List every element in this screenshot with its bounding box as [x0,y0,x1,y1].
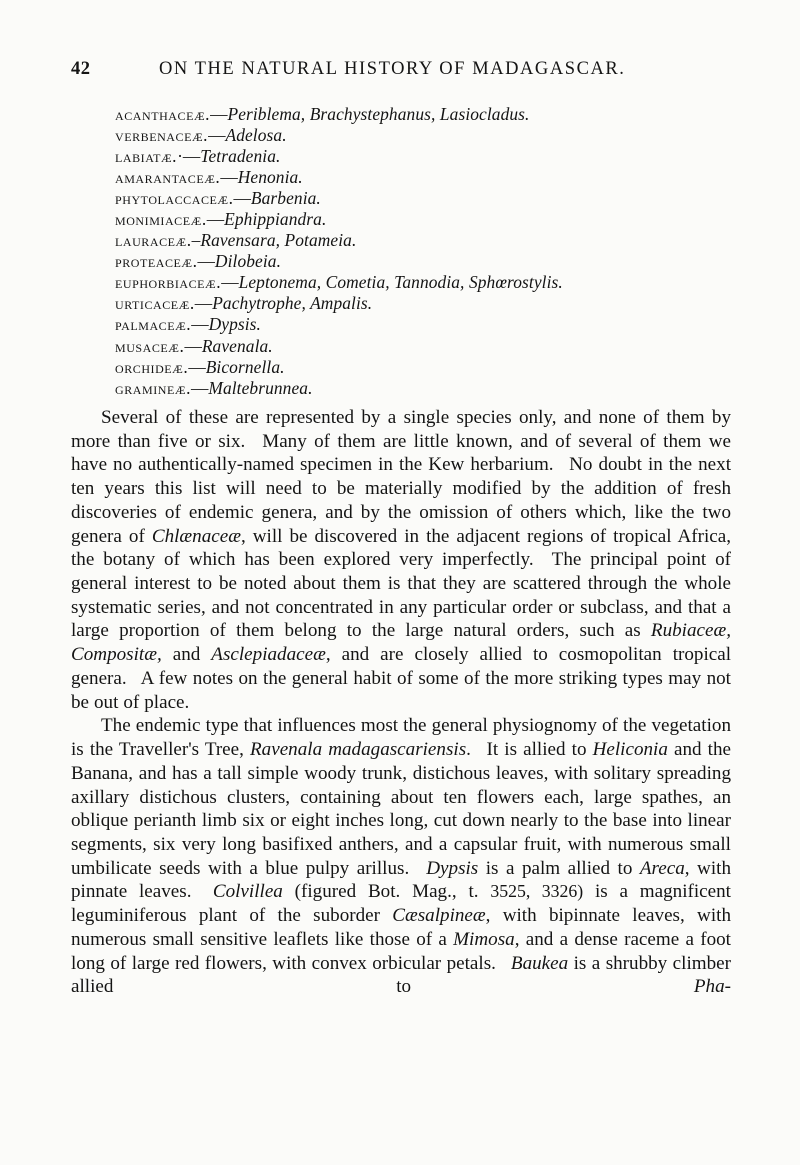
em-dash: ·— [177,146,201,167]
taxon-name: Mimosa [453,928,515,950]
genus-names: Bicornella. [205,356,285,377]
taxon-name: Asclepiadaceæ [211,644,326,666]
genus-names: Pachytrophe, Ampalis. [212,293,373,314]
family-name: amarantaceæ. [115,167,221,188]
em-dash: — [191,314,209,335]
taxon-name: Chlænaceæ [151,525,241,547]
family-entry [115,293,730,314]
endemic-family-list [115,104,730,399]
taxon-name: Baukea [510,952,569,974]
text-run: (figured Bot. Mag., t. [282,881,491,903]
taxon-name: Areca [639,857,685,879]
taxon-name: Colvillea [212,881,283,903]
family-entry [115,209,730,230]
family-entry [115,314,730,335]
taxon-name: Pha- [693,976,731,998]
family-entry [115,357,730,378]
page-number: 42 [71,59,91,79]
em-dash: – [191,230,201,251]
genus-names: Periblema, Brachystephanus, Lasiocladus. [227,104,530,124]
text-run: , with bipinnate leaves, with numerous small sensitive leaflets like those of a [71,905,731,950]
family-entry [115,125,730,146]
family-name: labiatæ. [115,146,178,167]
genus-names: Ravensara, Potameia. [200,230,357,251]
em-dash: — [194,293,213,314]
family-name: euphorbiaceæ. [115,272,222,293]
plate-numbers: 3525, 3326) [490,881,584,902]
genus-names: Leptonema, Cometia, Tannodia, Sphœrostylis. [238,272,563,293]
family-name: verbenaceæ. [115,125,209,146]
text-run: Several of these are represented by a single species only, and none of them by more than five or six. Many of them are little known, and of several of them we have no authentically-named specimen in the Kew herbarium. No doubt in the next ten years this list will need to be materially modified by the addition of fresh discoveries of endemic genera, and by the omission of others which, like the two genera of [71,407,731,547]
family-name: musaceæ. [115,335,185,356]
family-entry [115,104,730,125]
family-entry [115,146,730,167]
em-dash: — [220,167,238,188]
family-name: gramineæ. [115,377,191,398]
running-head [71,59,730,83]
family-entry [115,251,730,272]
genus-names: Dilobeia. [214,251,282,272]
text-run: The endemic type that influences most the general physiognomy of the vegetation is the Traveller's Tree, [71,715,731,761]
family-entry [115,378,730,399]
taxon-name: Heliconia [592,739,668,761]
family-name: palmaceæ. [115,314,192,335]
em-dash: — [184,335,202,356]
genus-names: Dypsis. [208,314,261,335]
taxon-name: Dypsis [426,857,479,879]
text-run: is a palm allied to [478,857,640,879]
text-run: is a shrubby climber allied to [71,952,731,998]
family-entry [115,188,730,209]
text-run: , with pinnate leaves. [71,857,731,903]
family-name: lauraceæ. [115,230,192,251]
family-entry [115,272,730,293]
taxon-name: Rubiaceæ, Compositæ, [71,620,731,666]
family-name: orchideæ. [115,356,189,377]
family-entry [115,167,730,188]
genus-names: Tetradenia. [200,146,281,167]
em-dash: — [210,104,228,124]
text-run: . It is allied to [466,739,593,761]
genus-names: Ravenala. [201,335,273,356]
em-dash: — [208,125,226,146]
text-run: , and a dense raceme a foot long of large red flowers, with convex orbicular petals. [71,928,731,974]
family-name: monimiaceæ. [115,209,207,230]
running-title: ON THE NATURAL HISTORY OF MADAGASCAR. [159,59,626,79]
body-text [71,406,731,1023]
family-name: phytolaccaceæ. [115,188,234,209]
genus-names: Adelosa. [225,125,287,146]
genus-names: Henonia. [237,167,303,188]
em-dash: — [233,188,251,209]
em-dash: — [197,251,215,272]
text-run: and [161,644,212,666]
genus-names: Ephippiandra. [224,209,327,230]
taxon-name: Cæsalpineæ [392,905,486,927]
family-entry [115,230,730,251]
family-name: acanthaceæ. [115,104,211,124]
family-name: urticaceæ. [115,293,195,314]
genus-names: Maltebrunnea. [208,377,313,398]
text-run: and the Banana, and has a tall simple woody trunk, distichous leaves, with solitary spreading axillary distichous clusters, containing about ten flowers each, large spathes, an oblique perianth limb six or eight inches long, cut down nearly to the base into linear segments, six very long basifixed anthers, and a capsular fruit, with numerous small umbilicate seeds with a blue pulpy arillus. [71,739,732,879]
em-dash: — [188,356,206,377]
text-run: is a magnificent leguminiferous plant of the suborder [71,881,731,927]
family-name: proteaceæ. [115,251,198,272]
text-run: , and are closely allied to cosmopolitan tropical genera. A few notes on the general habit of some of the more striking types may not be out of place. [71,644,732,713]
genus-names: Barbenia. [250,188,321,209]
em-dash: — [190,377,209,398]
paragraph-1 [71,406,731,714]
taxon-name: Ravenala madagascariensis [250,739,467,761]
em-dash: — [206,209,225,230]
paragraph-2 [71,714,731,1022]
em-dash: — [221,272,239,293]
family-entry [115,336,730,357]
text-run: , will be discovered in the adjacent regions of tropical Africa, the botany of which has been explored very imperfectly. The principal point of general interest to be noted about them is that they are scattered through the whole systematic series, and not concentrated in any particular order or subclass, and that a large proportion of them belong to the large natural orders, such as [71,525,731,642]
